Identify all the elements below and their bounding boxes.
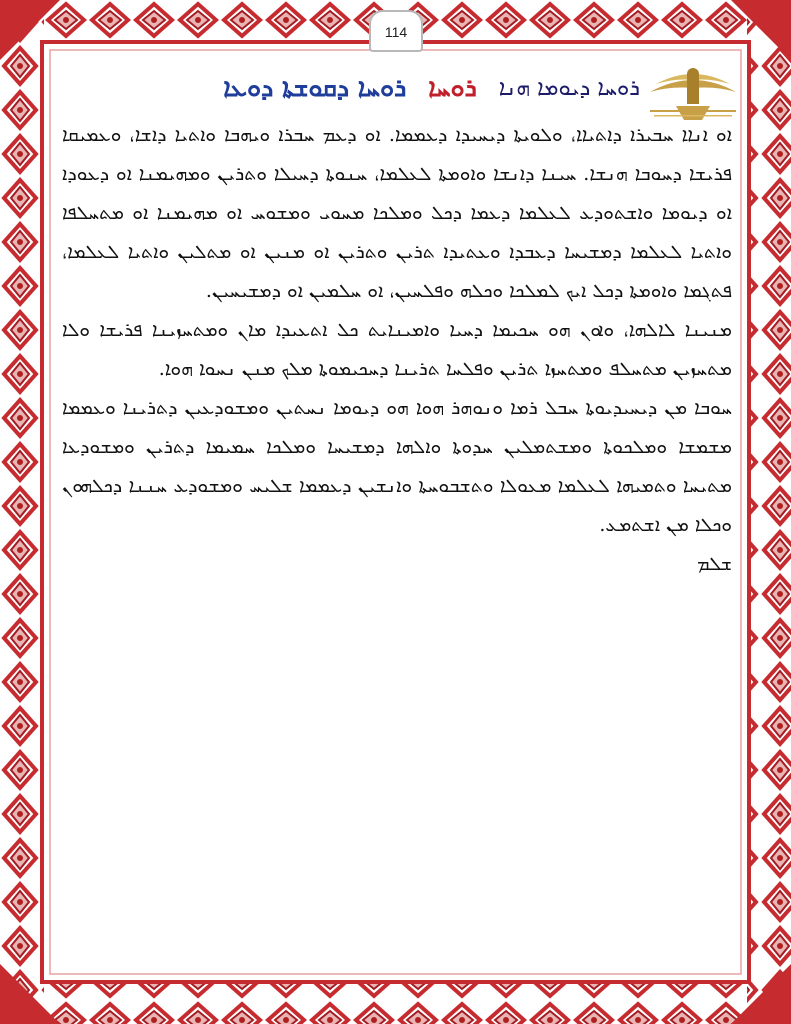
body-text (62, 116, 732, 816)
header-title-blue: ܪܘܚܐ ܕܩܘܫܬܐ ܕܘܥܐ (223, 73, 407, 102)
header-title-red: ܪܘܚܐ (428, 73, 477, 102)
paragraph-3: ܚܘܒܐ ܡܢ ܕܝܚܝܕܝܘܬܐ ܚܒܠ ܪܡܐ ܘܢܘܗܪ ܗܘܐ ܗܘ ܕܝܘܡܐ ܢܚܬܝܢ ܘܡܫܘܕܥܝܢ ܕܬܪܝܢܐ ܘܥܡܡܐ ܡܫܡܫܐ ܘܡܠܟܘܬܐ ܘܡܫܬܡܠܝܢ ܚܕܘܬܐ ܘܐܠܗܐ ܕܡܫܝܚܐ ܘܡܠܟܐ ܚܡܝܡܐ ܕܬܪܝܢ ܘܡܫܘܕܥܐ ܡܬܝܚܐ ܘܬܡܝܗܐ ܠܥܠܡܐ ܡܥܘܠܐ ܘܬܫܒܘܚܬܐ ܘܐܢܫܝܢ ܕܥܡܡܐ ܫܠܝܚ ܘܡܫܘܕܥ ܚܢܢܐ ܕܟܠܗܘܢ ܘܟܠܐ ܡܢ ܐܫܬܡܥ. (62, 397, 732, 536)
header-title (140, 70, 640, 106)
paragraph-1: ܐܘ ܐܢܐܐ ܚܒܝܪܐ ܕܐܬܝܐܐ، ܘܠܘܝܬܐ ܕܝܚܝܕܐ ܕܥܡܡܐ. ܐܘ ܕܥܡ ܚܒܪܐ ܘܝܗܒܐ ܘܐܬܝܐ ܕܐܫܐ، ܘܥܡܝܩܐ ܦܪܝܫܐ ܕܚܘܒܐ ܗܢܫܐ. ܚܝܢܐ ܕܐܢܫܐ ܘܐܘܡܬܐ ܠܥܠܡܐ، ܚܢܘܬܐ ܕܚܝܠܐ ܘܬܪܝܢ ܘܡܗܝܡܢܐ ܐܘ ܕܥܘܕܐ ܐܘ ܕܝܘܡܐ ܘܐܫܬܘܕܥ ܠܥܠܡܐ ܕܥܡܐ ܕܟܠ ܘܡܠܟܐ ܡܚܘܝ ܘܡܫܘܚ ܐܘ ܡܗܝܡܢܐ ܐܘ ܡܬܚܠܦܐ ܘܐܬܝܐ ܠܥܠܡܐ ܕܡܫܝܚܐ ܕܥܒܕܐ ܘܥܬܝܕܐ ܬܪܝܢ ܘܬܪܝܢ ܐܘ ܡܢܝܢ ܐܘ ܡܬܠܝܢ ܘܐܬܝܐ ܠܥܠܡܐ، ܦܬܓܡܐ ܘܐܘܡܬܐ ܕܟܠ ܐܝܟ ܠܡܠܟܐ ܘܟܠܗ ܘܦܠܚܝܢ، ܐܘ ܚܠܡܝܢ ܐܘ ܕܡܫܝܚܝܢ. (62, 124, 732, 302)
paragraph-4: ܫܠܡ (697, 553, 732, 575)
paragraph-2: ܡܢܝܢܐ ܠܐܠܗܐ، ܘܐܘܢ ܗܘ ܚܟܝܡܐ ܕܚܝܐ ܘܐܡܝܢܐܝܬ ܟܠ ܐܬܥܝܕܐ ܡܐܢ ܘܡܬܚܙܝܢܐ ܦܪܝܫܐ ܘܠܐ ܡܬܚܙܝܢ ܡܬܚܠܦ ܘܡܬܚܙܐ ܬܪܝܢ ܘܦܠܚܐ ܬܪܝܢܐ ܕܚܟܝܡܘܬܐ ܡܠܟ ܡܢܢ ܢܚܘܐ ܗܘܐ. (62, 319, 732, 380)
header-title-dark: ܪܘܚܐ ܕܝܘܡܐ ܗܢܐ (498, 75, 640, 101)
page-number: 114 (369, 10, 423, 52)
